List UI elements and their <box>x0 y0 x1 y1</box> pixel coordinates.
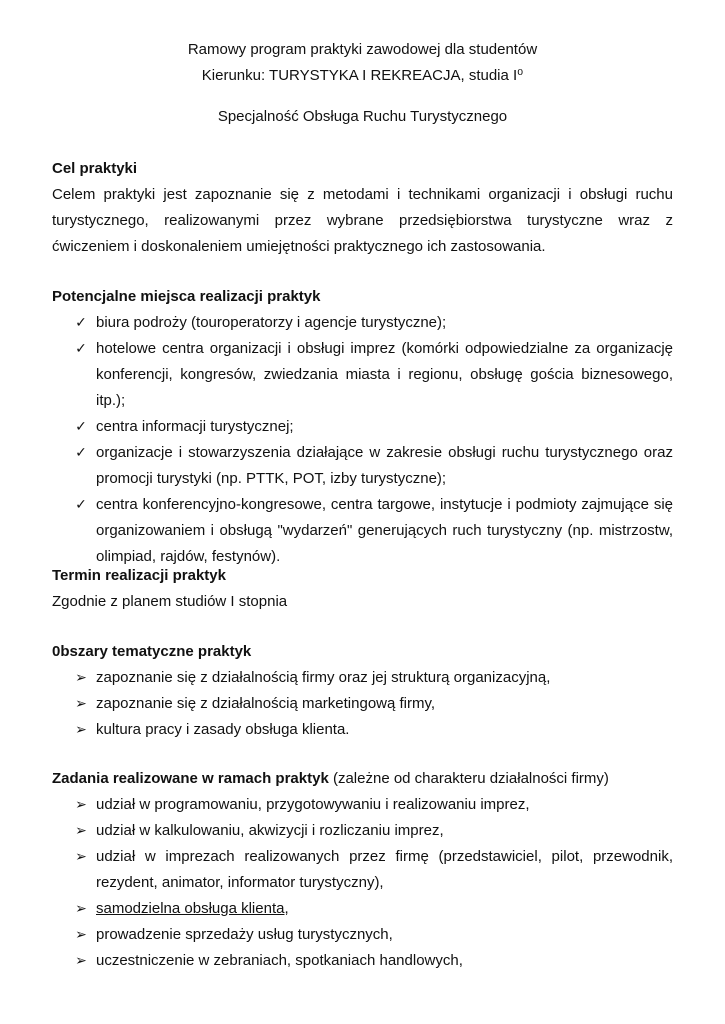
list-item: ➢ udział w imprezach realizowanych przez firmę (przedstawiciel, pilot, przewodnik, rezydent, animator, informator turystyczny), <box>52 844 673 896</box>
check-icon: ✓ <box>75 419 87 435</box>
list-item: ✓ biura podroży (touroperatorzy i agencje turystyczne); <box>52 310 673 336</box>
arrow-bullet-icon: ➢ <box>75 670 87 686</box>
list-item: ✓ organizacje i stowarzyszenia działające w zakresie obsługi ruchu turystycznego oraz promocji turystyki (np. PTTK, POT, izby turystyczne); <box>52 440 673 492</box>
header-title: Ramowy program praktyki zawodowej dla studentów <box>187 41 538 58</box>
list-item: ✓ centra konferencyjno-kongresowe, centra targowe, instytucje i podmioty zajmujące się organizowaniem i obsługą "wydarzeń" generujących ruch turystyczny (np. mistrzostw, olimpiad, rajdów, festynów). <box>52 492 673 570</box>
check-icon: ✓ <box>75 497 87 513</box>
header-field-of-study: Kierunku: TURYSTYKA I REKREACJA, studia I⁰ <box>201 67 524 84</box>
arrow-bullet-icon: ➢ <box>75 797 87 813</box>
section-tasks <box>52 766 673 974</box>
section-tasks-heading: Zadania realizowane w ramach praktyk (zależne od charakteru działalności firmy) <box>52 770 609 787</box>
list-item: ➢ uczestniczenie w zebraniach, spotkaniach handlowych, <box>52 948 673 974</box>
places-list <box>52 310 673 570</box>
list-item: ➢ zapoznanie się z działalnością firmy oraz jej strukturą organizacyjną, <box>52 665 673 691</box>
section-topics-heading: 0bszary tematyczne praktyk <box>52 643 252 660</box>
section-goal-text: Celem praktyki jest zapoznanie się z metodami i technikami organizacji i obsługi ruchu turystycznego, realizowanymi przez wybrane przedsiębiorstwa turystyczne wraz z ćwiczeniem i doskonaleniem umiejętności praktycznego ich zastosowania. <box>52 186 673 255</box>
tasks-list <box>52 792 673 974</box>
check-icon: ✓ <box>75 315 87 331</box>
underlined-task: samodzielna obsługa klienta <box>96 900 285 917</box>
section-goal <box>52 156 673 260</box>
list-item: ✓ hotelowe centra organizacji i obsługi imprez (komórki odpowiedzialne za organizację konferencji, kongresów, zwiedzania miasta i regionu, obsługę gościa biznesowego, itp.); <box>52 336 673 414</box>
arrow-bullet-icon: ➢ <box>75 927 87 943</box>
list-item: ➢ kultura pracy i zasady obsługa klienta. <box>52 717 673 743</box>
check-icon: ✓ <box>75 445 87 461</box>
section-term-text: Zgodnie z planem studiów I stopnia <box>52 593 288 610</box>
section-term-heading: Termin realizacji praktyk <box>52 567 226 584</box>
header-specialization: Specjalność Obsługa Ruchu Turystycznego <box>217 108 508 125</box>
list-item: ✓ centra informacji turystycznej; <box>52 414 673 440</box>
list-item: ➢ prowadzenie sprzedaży usług turystycznych, <box>52 922 673 948</box>
section-topics <box>52 639 673 743</box>
arrow-bullet-icon: ➢ <box>75 901 87 917</box>
arrow-bullet-icon: ➢ <box>75 849 87 865</box>
list-item: ➢ zapoznanie się z działalnością marketingową firmy, <box>52 691 673 717</box>
arrow-bullet-icon: ➢ <box>75 722 87 738</box>
section-places <box>52 284 673 570</box>
list-item: ➢ udział w programowaniu, przygotowywaniu i realizowaniu imprez, <box>52 792 673 818</box>
section-goal-heading: Cel praktyki <box>52 160 138 177</box>
arrow-bullet-icon: ➢ <box>75 953 87 969</box>
check-icon: ✓ <box>75 341 87 357</box>
section-places-heading: Potencjalne miejsca realizacji praktyk <box>52 288 321 305</box>
list-item: ➢ udział w kalkulowaniu, akwizycji i rozliczaniu imprez, <box>52 818 673 844</box>
arrow-bullet-icon: ➢ <box>75 696 87 712</box>
section-term <box>52 563 673 615</box>
list-item: ➢ samodzielna obsługa klienta, <box>52 896 673 922</box>
arrow-bullet-icon: ➢ <box>75 823 87 839</box>
section-tasks-note: (zależne od charakteru działalności firmy) <box>328 770 609 787</box>
topics-list <box>52 665 673 743</box>
